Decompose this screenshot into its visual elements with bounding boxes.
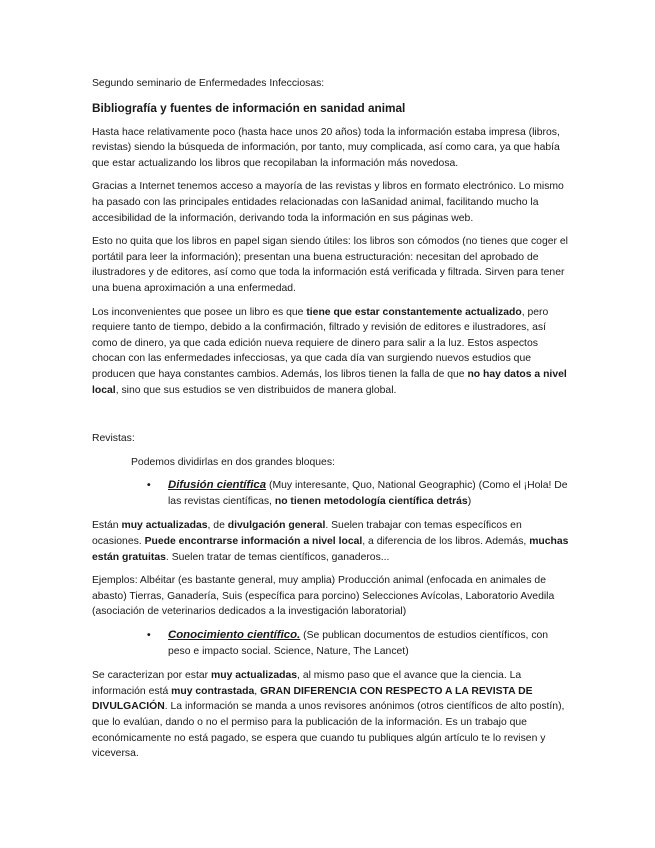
bullet2-text-a: (Se publican documentos de estudios científicos, con peso e impacto social. Science, Nature, The Lancet) [168, 630, 549, 657]
p7-f: GRAN DIFERENCIA CON RESPECTO A LA REVISTA DE DIVULGACIÓN [92, 685, 533, 713]
p5-c: , de [207, 520, 228, 532]
p5-a: Están [92, 520, 122, 532]
spacer [92, 406, 570, 431]
revistas-label: Revistas: [92, 433, 135, 445]
paragraph-4 [92, 305, 570, 399]
p5-h: muchas están gratuitas [92, 536, 569, 563]
paragraph-6: Ejemplos: Albéitar (es bastante general, muy amplia) Producción animal (enfocada en animales de abasto) Tierras, Ganadería, Suis (específica para porcino) Selecciones Avícolas, Laboratorio Avedila (asociación de veterinarios dedicados a la investigación laboratorial) [92, 575, 555, 618]
bullet1-text-a: (Muy interesante, Quo, National Geographic) (Como el ¡Hola! De las revistas científicas, [168, 480, 568, 507]
seminar-title: Segundo seminario de Enfermedades Infecciosas: [92, 78, 325, 89]
bullet-dot-icon: • [147, 480, 151, 492]
paragraph-3: Esto no quita que los libros en papel sigan siendo útiles: los libros son cómodos (no tienes que coger el portátil para leer la información); presentan una buena estructuración: necesitan del aprobado de ilustradores y de editores, así como que toda la información está verificada y filtrada. Sirven para tener una buena aproximación a una enfermedad. [92, 236, 568, 294]
p4-bold-b: tiene que estar constantemente actualizado [306, 306, 522, 318]
p7-b: muy actualizadas [210, 670, 298, 682]
p7-e: , [254, 685, 261, 697]
paragraph-7 [92, 668, 570, 762]
paragraph-2: Gracias a Internet tenemos acceso a mayoría de las revistas y libros en formato electrónico. Lo mismo ha pasado con las principales entidades relacionadas con laSanidad animal, facilitando mucho la accesibilidad de la información, derivando toda la información en sus páginas web. [92, 181, 564, 224]
paragraph-5 [92, 518, 570, 565]
p7-g: . La información se manda a unos revisores anónimos (otros científicos de alto postín), que lo evalúan, dando o no el permiso para la publicación de la información. Es un trabajo que económicamente no está pagado, se espera que cuando tu publiques algún artículo te lo revisen y viceversa. [92, 701, 565, 760]
p4-text-a: Los inconvenientes que posee un libro es que [92, 306, 307, 318]
p5-e: . Suelen trabajar con temas específicos en ocasiones. [92, 520, 522, 548]
p7-c: , al mismo paso que el avance que la ciencia. La información está [92, 670, 522, 697]
paragraph-1: Hasta hace relativamente poco (hasta hace unos 20 años) toda la información estaba impresa (libros, revistas) siendo la búsqueda de información, por tanto, muy complicada, así como cara, ya que había que estar actualizando los libros que recopilaban la información más novedosa. [92, 126, 560, 169]
bullet-conocimiento [92, 628, 570, 659]
bullet1-text-c: ) [467, 495, 472, 507]
p5-f: Puede encontrarse información a nivel local [144, 536, 363, 548]
p7-d: muy contrastada [171, 685, 255, 697]
bullet1-bold-b: no tienen metodología científica detrás [274, 495, 468, 507]
p5-g: , a diferencia de los libros. Además, [362, 536, 530, 548]
dividirlas-line: Podemos dividirlas en dos grandes bloques: [131, 456, 335, 468]
bullet-difusion [92, 478, 570, 509]
document-page [92, 76, 570, 770]
p5-i: . Suelen tratar de temas científicos, ganaderos... [165, 551, 390, 563]
p4-text-e: , sino que sus estudios se ven distribuidos de manera global. [115, 384, 397, 396]
p4-text-c: , pero requiere tanto de tiempo, debido a la confirmación, filtrado y revisión de editores e ilustradores, así como de dinero, ya que cada edición nueva requiere de dinero para salir a la luz. Estos aspectos chocan con las enfermedades infecciosas, ya que cada día van surgiendo nuevos estudios que producen que haya constantes cambios. Además, los libros tienen la falla de que [92, 306, 549, 380]
page-heading: Bibliografía y fuentes de información en sanidad animal [92, 100, 406, 115]
bullet-dot-icon: • [147, 630, 151, 642]
p5-b: muy actualizadas [121, 520, 208, 532]
term-conocimiento: Conocimiento científico. [168, 629, 301, 642]
p5-d: divulgación general [227, 520, 326, 532]
term-difusion: Difusión científica [168, 479, 267, 492]
p7-a: Se caracterizan por estar [92, 670, 211, 682]
p4-bold-d: no hay datos a nivel local [92, 368, 567, 396]
